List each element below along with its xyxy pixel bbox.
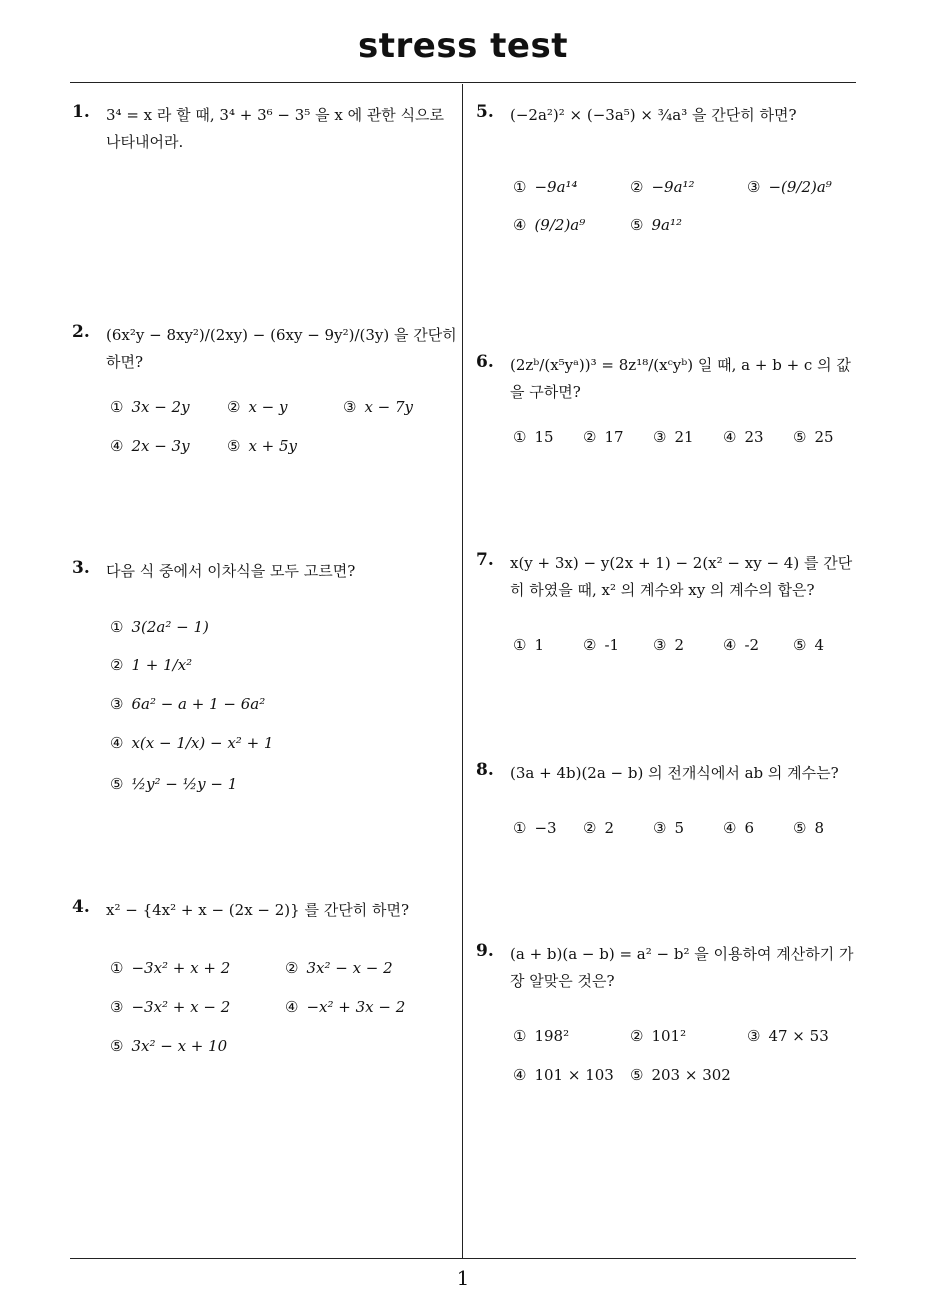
option[interactable] — [630, 178, 695, 196]
option-text: 2 — [604, 819, 614, 837]
option-mark: ④ — [285, 998, 299, 1016]
option-text: x(x − 1/x) − x² + 1 — [131, 734, 274, 752]
option-text: −9a¹² — [651, 178, 695, 196]
option[interactable] — [110, 1037, 227, 1055]
option-text: 6 — [744, 819, 754, 837]
option-text: 3x² − x − 2 — [306, 959, 393, 977]
option-mark: ② — [110, 656, 124, 674]
option[interactable] — [630, 1027, 686, 1045]
option[interactable] — [583, 428, 624, 446]
option-text: 17 — [604, 428, 624, 446]
option-text: 6a² − a + 1 − 6a² — [131, 695, 266, 713]
option[interactable] — [747, 178, 832, 196]
option-mark: ① — [513, 819, 527, 837]
option[interactable] — [110, 959, 230, 977]
question-number: 3. — [72, 558, 90, 578]
question-number: 7. — [476, 550, 494, 570]
option-text: 4 — [814, 636, 824, 654]
option-mark: ⑤ — [793, 636, 807, 654]
option-text: x − 7y — [364, 398, 414, 416]
question-text: (a + b)(a − b) = a² − b² 을 이용하여 계산하기 가장 알맞은 것은? — [510, 945, 854, 990]
question-number: 4. — [72, 897, 90, 917]
option-mark: ① — [110, 618, 124, 636]
option-mark: ③ — [343, 398, 357, 416]
question-number: 8. — [476, 760, 494, 780]
option[interactable] — [747, 1027, 829, 1045]
option-mark: ⑤ — [630, 216, 644, 234]
option-mark: ③ — [653, 428, 667, 446]
option[interactable] — [583, 636, 619, 654]
option[interactable] — [653, 636, 684, 654]
option-mark: ② — [583, 819, 597, 837]
question-number: 1. — [72, 102, 90, 122]
option[interactable] — [793, 428, 834, 446]
option[interactable] — [630, 216, 682, 234]
option[interactable] — [513, 216, 585, 234]
option[interactable] — [343, 398, 413, 416]
option-text: −3 — [534, 819, 557, 837]
option-mark: ② — [630, 1027, 644, 1045]
option[interactable] — [653, 819, 684, 837]
option[interactable] — [583, 819, 614, 837]
option[interactable] — [653, 428, 694, 446]
option[interactable] — [513, 1066, 614, 1084]
option-text: 3x − 2y — [131, 398, 190, 416]
option[interactable] — [513, 636, 544, 654]
option-text: x + 5y — [248, 437, 298, 455]
option[interactable] — [723, 636, 759, 654]
option-text: 3x² − x + 10 — [131, 1037, 228, 1055]
option-text: 101² — [651, 1027, 687, 1045]
question-text: (−2a²)² × (−3a⁵) × ¾a³ 을 간단히 하면? — [510, 106, 797, 124]
option-text: 203 × 302 — [651, 1066, 731, 1084]
option-text: 9a¹² — [651, 216, 682, 234]
option-mark: ① — [513, 428, 527, 446]
option[interactable] — [110, 695, 265, 713]
option[interactable] — [110, 998, 230, 1016]
option[interactable] — [110, 734, 273, 752]
option-mark: ⑤ — [110, 1037, 124, 1055]
option[interactable] — [110, 437, 190, 455]
option-text: x − y — [248, 398, 288, 416]
option-mark: ① — [110, 398, 124, 416]
option-text: −x² + 3x − 2 — [306, 998, 406, 1016]
option-text: 8 — [814, 819, 824, 837]
option-text: 15 — [534, 428, 554, 446]
option[interactable] — [110, 775, 237, 793]
option-text: 47 × 53 — [768, 1027, 829, 1045]
option-mark: ⑤ — [227, 437, 241, 455]
option-text: 1 — [534, 636, 544, 654]
option-mark: ④ — [110, 734, 124, 752]
option[interactable] — [227, 398, 288, 416]
page-number: 1 — [456, 1266, 470, 1290]
option-mark: ③ — [110, 998, 124, 1016]
question-text: 3⁴ = x 라 할 때, 3⁴ + 3⁶ − 3⁵ 을 x 에 관한 식으로 나타내어라. — [106, 106, 445, 151]
option-text: 23 — [744, 428, 764, 446]
option-mark: ⑤ — [793, 428, 807, 446]
option[interactable] — [513, 1027, 569, 1045]
option[interactable] — [513, 428, 554, 446]
option-text: −3x² + x + 2 — [131, 959, 231, 977]
option-mark: ③ — [653, 636, 667, 654]
option-text: −3x² + x − 2 — [131, 998, 231, 1016]
question-text: (2zᵇ/(x⁵yᵃ))³ = 8z¹⁸/(xᶜyᵇ) 일 때, a + b + c 의 값을 구하면? — [510, 356, 851, 401]
question-number: 9. — [476, 941, 494, 961]
option[interactable] — [630, 1066, 731, 1084]
option-mark: ② — [583, 636, 597, 654]
option-text: 2 — [674, 636, 684, 654]
question-number: 6. — [476, 352, 494, 372]
option-mark: ① — [110, 959, 124, 977]
option-text: 101 × 103 — [534, 1066, 614, 1084]
option-mark: ① — [513, 1027, 527, 1045]
option-text: 21 — [674, 428, 694, 446]
option-mark: ① — [513, 636, 527, 654]
option[interactable] — [513, 819, 557, 837]
option-text: (9/2)a⁹ — [534, 216, 586, 234]
question-text: (3a + 4b)(2a − b) 의 전개식에서 ab 의 계수는? — [510, 764, 839, 782]
option-mark: ① — [513, 178, 527, 196]
option-mark: ④ — [723, 636, 737, 654]
option[interactable] — [793, 636, 824, 654]
question-number: 2. — [72, 322, 90, 342]
option-mark: ④ — [723, 819, 737, 837]
option-text: 3(2a² − 1) — [131, 618, 209, 636]
option-mark: ⑤ — [630, 1066, 644, 1084]
option-mark: ② — [630, 178, 644, 196]
option-text: −9a¹⁴ — [534, 178, 578, 196]
footer-divider — [70, 1258, 856, 1259]
option[interactable] — [285, 959, 393, 977]
option-text: 25 — [814, 428, 834, 446]
page-title: stress test — [358, 26, 568, 66]
option-mark: ② — [227, 398, 241, 416]
option-text: -2 — [744, 636, 760, 654]
option-text: -1 — [604, 636, 620, 654]
option-mark: ③ — [747, 1027, 761, 1045]
option[interactable] — [723, 819, 754, 837]
option[interactable] — [513, 178, 578, 196]
question-text: 다음 식 중에서 이차식을 모두 고르면? — [106, 562, 356, 580]
option[interactable] — [285, 998, 405, 1016]
option-mark: ⑤ — [110, 775, 124, 793]
option[interactable] — [227, 437, 297, 455]
option-mark: ④ — [513, 1066, 527, 1084]
option-mark: ③ — [110, 695, 124, 713]
option[interactable] — [110, 656, 192, 674]
question-number: 5. — [476, 102, 494, 122]
option-mark: ② — [285, 959, 299, 977]
option[interactable] — [110, 618, 209, 636]
option-text: 1 + 1/x² — [131, 656, 193, 674]
option-mark: ⑤ — [793, 819, 807, 837]
option-mark: ④ — [110, 437, 124, 455]
option[interactable] — [723, 428, 764, 446]
question-text: x² − {4x² + x − (2x − 2)} 를 간단히 하면? — [106, 901, 409, 919]
option-mark: ② — [583, 428, 597, 446]
option-text: ½y² − ½y − 1 — [131, 775, 238, 793]
option[interactable] — [110, 398, 190, 416]
option-mark: ③ — [653, 819, 667, 837]
option-mark: ④ — [513, 216, 527, 234]
option-text: 2x − 3y — [131, 437, 190, 455]
option-text: −(9/2)a⁹ — [768, 178, 832, 196]
column-divider — [462, 84, 463, 1258]
option-mark: ③ — [747, 178, 761, 196]
option-text: 198² — [534, 1027, 570, 1045]
question-text: x(y + 3x) − y(2x + 1) − 2(x² − xy − 4) 를 간단히 하였을 때, x² 의 계수와 xy 의 계수의 합은? — [510, 554, 853, 599]
header-divider — [70, 82, 856, 83]
question-text: (6x²y − 8xy²)/(2xy) − (6xy − 9y²)/(3y) 을 간단히 하면? — [106, 326, 457, 371]
option-mark: ④ — [723, 428, 737, 446]
option-text: 5 — [674, 819, 684, 837]
option[interactable] — [793, 819, 824, 837]
